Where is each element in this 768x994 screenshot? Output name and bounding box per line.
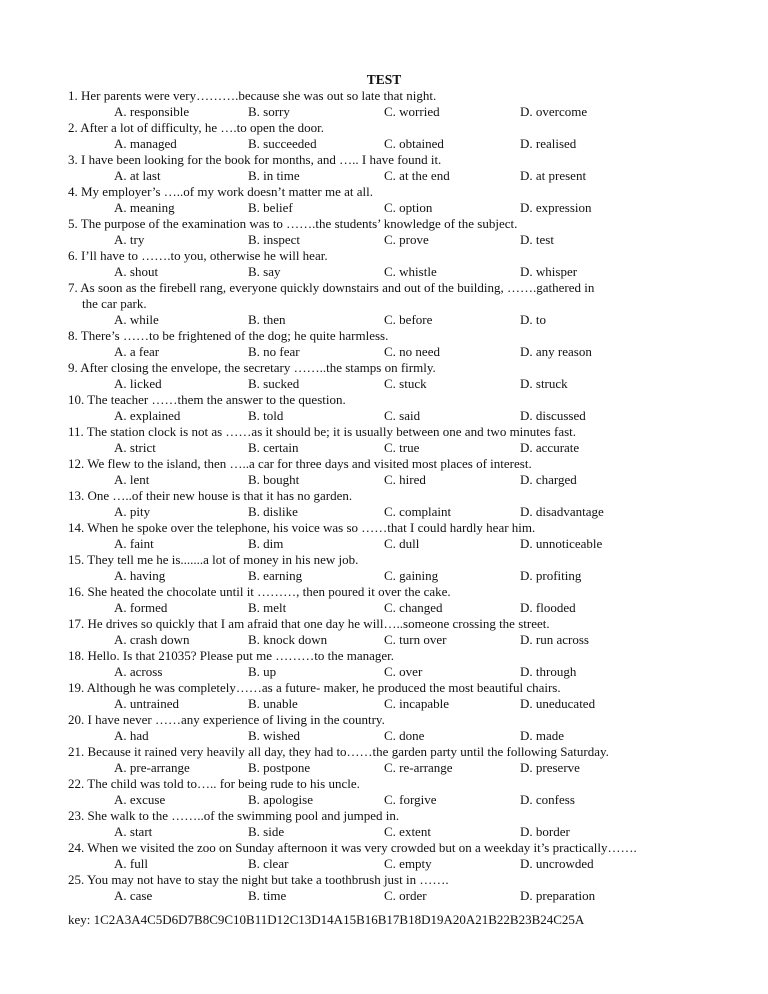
option-c: C. whistle <box>384 264 437 279</box>
answer-options <box>68 408 748 424</box>
question-item <box>68 152 748 184</box>
option-d: D. preserve <box>520 760 580 775</box>
question-item <box>68 872 748 904</box>
question-item <box>68 648 748 680</box>
question-text: 6. I’ll have to …….to you, otherwise he will hear. <box>68 248 328 263</box>
option-b: B. then <box>248 312 286 327</box>
option-c: C. complaint <box>384 504 452 519</box>
question-item <box>68 552 748 584</box>
answer-options <box>68 264 748 280</box>
option-d: D. profiting <box>520 568 582 583</box>
question-text: 25. You may not have to stay the night but take a toothbrush just in ……. <box>68 872 449 887</box>
question-item <box>68 616 748 648</box>
option-a: A. shout <box>114 264 159 279</box>
option-c: C. incapable <box>384 696 449 711</box>
question-text: 15. They tell me he is.......a lot of money in his new job. <box>68 552 359 567</box>
option-b: B. postpone <box>248 760 311 775</box>
option-d: D. unnoticeable <box>520 536 603 551</box>
option-d: D. run across <box>520 632 589 647</box>
option-a: A. while <box>114 312 159 327</box>
option-c: C. option <box>384 200 433 215</box>
option-c: C. over <box>384 664 423 679</box>
question-text: 13. One …..of their new house is that it has no garden. <box>68 488 353 503</box>
option-d: D. discussed <box>520 408 586 423</box>
option-d: D. struck <box>520 376 568 391</box>
option-d: D. accurate <box>520 440 580 455</box>
option-b: B. in time <box>248 168 300 183</box>
option-a: A. untrained <box>114 696 179 711</box>
answer-options <box>68 888 748 904</box>
option-a: A. at last <box>114 168 161 183</box>
answer-options <box>68 664 748 680</box>
option-d: D. through <box>520 664 577 679</box>
option-c: C. empty <box>384 856 432 871</box>
option-d: D. expression <box>520 200 592 215</box>
answer-options <box>68 536 748 552</box>
option-c: C. re-arrange <box>384 760 453 775</box>
answer-options <box>68 760 748 776</box>
answer-options <box>68 696 748 712</box>
question-item <box>68 360 748 392</box>
question-item <box>68 392 748 424</box>
question-text: 22. The child was told to….. for being rude to his uncle. <box>68 776 360 791</box>
question-item <box>68 584 748 616</box>
option-c: C. prove <box>384 232 429 247</box>
question-item <box>68 488 748 520</box>
option-c: C. no need <box>384 344 440 359</box>
option-a: A. having <box>114 568 166 583</box>
question-item <box>68 280 748 328</box>
question-item <box>68 184 748 216</box>
option-a: A. strict <box>114 440 156 455</box>
option-c: C. hired <box>384 472 426 487</box>
answer-key: key: 1C2A3A4C5D6D7B8C9C10B11D12C13D14A15B16B17B18D19A20A21B22B23B24C25A <box>68 912 585 927</box>
option-c: C. at the end <box>384 168 450 183</box>
answer-options <box>68 104 748 120</box>
question-text: 16. She heated the chocolate until it ………, then poured it over the cake. <box>68 584 451 599</box>
option-b: B. clear <box>248 856 289 871</box>
option-c: C. changed <box>384 600 443 615</box>
option-a: A. case <box>114 888 153 903</box>
option-b: B. no fear <box>248 344 300 359</box>
option-a: A. responsible <box>114 104 190 119</box>
option-a: A. pre-arrange <box>114 760 190 775</box>
question-item <box>68 424 748 456</box>
option-d: D. overcome <box>520 104 588 119</box>
question-item <box>68 520 748 552</box>
option-a: A. across <box>114 664 163 679</box>
answer-options <box>68 440 748 456</box>
option-b: B. unable <box>248 696 298 711</box>
option-a: A. formed <box>114 600 168 615</box>
option-c: C. forgive <box>384 792 437 807</box>
option-d: D. flooded <box>520 600 576 615</box>
question-text: 21. Because it rained very heavily all day, they had to……the garden party until the following Saturday. <box>68 744 609 759</box>
option-c: C. order <box>384 888 427 903</box>
question-text: 8. There’s ……to be frightened of the dog; he quite harmless. <box>68 328 389 343</box>
option-b: B. belief <box>248 200 293 215</box>
option-b: B. inspect <box>248 232 300 247</box>
answer-options <box>68 312 748 328</box>
option-d: D. any reason <box>520 344 592 359</box>
option-b: B. wished <box>248 728 300 743</box>
option-a: A. licked <box>114 376 162 391</box>
option-d: D. border <box>520 824 570 839</box>
test-title: TEST <box>366 72 402 87</box>
question-text: 1. Her parents were very……….because she was out so late that night. <box>68 88 437 103</box>
question-text: 19. Although he was completely……as a future- maker, he produced the most beautiful chairs. <box>68 680 561 695</box>
option-b: B. knock down <box>248 632 328 647</box>
option-b: B. time <box>248 888 287 903</box>
answer-options <box>68 728 748 744</box>
answer-options <box>68 792 748 808</box>
question-text: 3. I have been looking for the book for months, and ….. I have found it. <box>68 152 442 167</box>
option-c: C. true <box>384 440 420 455</box>
option-d: D. test <box>520 232 554 247</box>
question-text: 11. The station clock is not as ……as it should be; it is usually between one and two minutes fast. <box>68 424 577 439</box>
option-c: C. worried <box>384 104 440 119</box>
option-d: D. whisper <box>520 264 578 279</box>
option-b: B. dislike <box>248 504 298 519</box>
option-a: A. pity <box>114 504 151 519</box>
option-a: A. managed <box>114 136 177 151</box>
question-text: 2. After a lot of difficulty, he ….to open the door. <box>68 120 324 135</box>
option-a: A. a fear <box>114 344 160 359</box>
answer-options <box>68 232 748 248</box>
answer-options <box>68 824 748 840</box>
option-c: C. before <box>384 312 433 327</box>
question-item <box>68 776 748 808</box>
answer-options <box>68 600 748 616</box>
question-text: 23. She walk to the ……..of the swimming pool and jumped in. <box>68 808 400 823</box>
question-text: 24. When we visited the zoo on Sunday afternoon it was very crowded but on a weekday it’s practically……. <box>68 840 637 855</box>
option-b: B. apologise <box>248 792 313 807</box>
answer-options <box>68 200 748 216</box>
option-d: D. confess <box>520 792 575 807</box>
question-item <box>68 840 748 872</box>
option-d: D. uncrowded <box>520 856 594 871</box>
answer-options <box>68 136 748 152</box>
option-d: D. realised <box>520 136 577 151</box>
option-d: D. preparation <box>520 888 596 903</box>
answer-options <box>68 632 748 648</box>
question-item <box>68 808 748 840</box>
question-text: 10. The teacher ……them the answer to the question. <box>68 392 346 407</box>
option-d: D. made <box>520 728 565 743</box>
question-item <box>68 712 748 744</box>
option-d: D. charged <box>520 472 577 487</box>
question-text: 18. Hello. Is that 21035? Please put me ………to the manager. <box>68 648 395 663</box>
question-item <box>68 248 748 280</box>
option-b: B. sorry <box>248 104 290 119</box>
question-text: the car park. <box>82 296 147 311</box>
option-a: A. start <box>114 824 153 839</box>
option-c: C. stuck <box>384 376 427 391</box>
option-a: A. full <box>114 856 148 871</box>
option-a: A. try <box>114 232 145 247</box>
option-b: B. up <box>248 664 277 679</box>
option-a: A. explained <box>114 408 181 423</box>
question-list <box>68 88 748 904</box>
answer-options <box>68 504 748 520</box>
option-c: C. dull <box>384 536 420 551</box>
option-d: D. at present <box>520 168 587 183</box>
option-b: B. certain <box>248 440 299 455</box>
option-b: B. dim <box>248 536 284 551</box>
option-a: A. lent <box>114 472 150 487</box>
question-item <box>68 680 748 712</box>
option-c: C. turn over <box>384 632 447 647</box>
answer-options <box>68 472 748 488</box>
question-item <box>68 120 748 152</box>
option-a: A. excuse <box>114 792 166 807</box>
option-d: D. to <box>520 312 546 327</box>
question-text: 20. I have never ……any experience of living in the country. <box>68 712 385 727</box>
answer-options <box>68 856 748 872</box>
option-c: C. obtained <box>384 136 444 151</box>
option-a: A. crash down <box>114 632 190 647</box>
option-c: C. extent <box>384 824 431 839</box>
option-d: D. uneducated <box>520 696 596 711</box>
question-text: 17. He drives so quickly that I am afraid that one day he will…..someone crossing the street. <box>68 616 550 631</box>
question-text: 9. After closing the envelope, the secretary ……..the stamps on firmly. <box>68 360 436 375</box>
option-a: A. faint <box>114 536 154 551</box>
option-c: C. done <box>384 728 425 743</box>
question-item <box>68 744 748 776</box>
answer-options <box>68 376 748 392</box>
question-item <box>68 328 748 360</box>
option-b: B. side <box>248 824 285 839</box>
option-b: B. sucked <box>248 376 300 391</box>
question-text: 12. We flew to the island, then …..a car for three days and visited most places of interest. <box>68 456 532 471</box>
option-c: C. said <box>384 408 421 423</box>
option-b: B. bought <box>248 472 300 487</box>
option-a: A. meaning <box>114 200 175 215</box>
question-text: 5. The purpose of the examination was to …….the students’ knowledge of the subject. <box>68 216 518 231</box>
option-b: B. say <box>248 264 281 279</box>
question-item <box>68 456 748 488</box>
option-a: A. had <box>114 728 149 743</box>
option-d: D. disadvantage <box>520 504 604 519</box>
answer-options <box>68 344 748 360</box>
option-c: C. gaining <box>384 568 439 583</box>
answer-options <box>68 168 748 184</box>
question-text: 7. As soon as the firebell rang, everyone quickly downstairs and out of the building, …….gathered in <box>68 280 595 295</box>
option-b: B. told <box>248 408 284 423</box>
option-b: B. earning <box>248 568 303 583</box>
question-item <box>68 216 748 248</box>
option-b: B. succeeded <box>248 136 317 151</box>
question-text: 4. My employer’s …..of my work doesn’t matter me at all. <box>68 184 373 199</box>
answer-options <box>68 568 748 584</box>
question-text: 14. When he spoke over the telephone, his voice was so ……that I could hardly hear him. <box>68 520 536 535</box>
question-item <box>68 88 748 120</box>
option-b: B. melt <box>248 600 287 615</box>
